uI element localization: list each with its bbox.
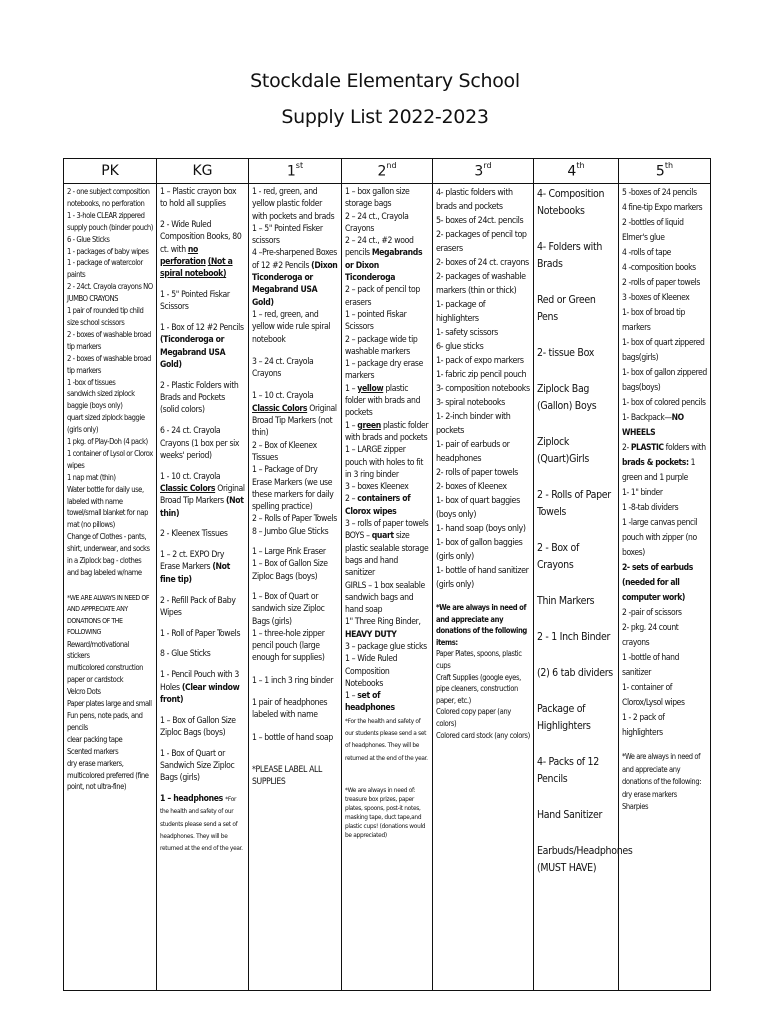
list-item: Ziplock Bag (Gallon) Boys xyxy=(537,383,597,412)
list-item: Change of Clothes - pants, shirt, underwear, and socks in a Ziplock bag - clothes and bag labeled w/name xyxy=(67,532,150,577)
list-item: 1 – yellow plastic folder with brads and pockets xyxy=(345,383,421,419)
list-item: Colored card stock (any colors) xyxy=(436,730,530,740)
list-item: 1 - 10 ct. Crayola Classic Colors Original Broad Tip Markers (Not thin) xyxy=(160,471,245,519)
list-item: 1 - Box of 12 #2 Pencils (Ticonderoga or Megabrand USA Gold) xyxy=(160,323,244,371)
list-item: 1 - 5" Pointed Fiskar Scissors xyxy=(160,290,230,313)
list-item: 2- packages of washable markers (thin or thick) xyxy=(436,272,526,296)
list-item: Package of Highlighters xyxy=(537,703,591,732)
pk-supply-list xyxy=(64,184,157,991)
list-item: 2 – containers of Clorox wipes xyxy=(345,494,411,517)
list-item: 1" Three Ring Binder, HEAVY DUTY xyxy=(345,617,421,640)
list-item: 3 – boxes Kleenex xyxy=(345,482,409,493)
list-item: 2 – pack of pencil top erasers xyxy=(345,285,420,308)
list-item: 2 - Refill Pack of Baby Wipes xyxy=(160,595,236,618)
list-item: 1 nap mat (thin) xyxy=(67,472,116,482)
list-item: 1 – Plastic crayon box to hold all supplies xyxy=(160,187,237,210)
list-item: 2 - Wide Ruled Composition Books, 80 ct. with no perforation (Not a spiral notebook) xyxy=(160,220,242,280)
list-item: 2 - 24ct. Crayola crayons NO JUMBO CRAYONS xyxy=(67,282,153,304)
list-item: 2- pkg. 24 count crayons xyxy=(622,623,679,648)
list-item: 1- bottle of hand sanitizer (girls only) xyxy=(436,566,529,590)
list-item: 2- boxes of Kleenex xyxy=(436,482,507,492)
list-item: Red or Green Pens xyxy=(537,294,596,323)
list-item: 2 - Kleenex Tissues xyxy=(160,529,228,540)
list-item: 6- glue sticks xyxy=(436,342,484,352)
list-item: 5- boxes of 24ct. pencils xyxy=(436,216,524,226)
list-item: 2 - boxes of washable broad tip markers xyxy=(67,353,151,375)
list-item: 1 - Pencil Pouch with 3 Holes (Clear window front) xyxy=(160,670,240,705)
list-item: 1 -bottle of hand sanitizer xyxy=(622,653,680,678)
list-item: 1- box of gallon zippered bags(boys) xyxy=(622,368,707,393)
list-item: sandwich sized ziplock baggie (boys only) xyxy=(67,389,135,411)
list-item: 1- fabric zip pencil pouch xyxy=(436,370,527,380)
school-name-title: Stockdale Elementary School xyxy=(250,70,520,92)
list-item: 4 -composition books xyxy=(622,263,696,273)
list-item: Thin Markers xyxy=(537,595,595,607)
header-1st: 1st xyxy=(249,159,342,184)
list-item: 2 -pair of scissors xyxy=(622,608,682,618)
list-item: Paper plates large and small xyxy=(67,699,152,709)
supply-row xyxy=(64,184,711,991)
list-item: 4 -rolls of tape xyxy=(622,248,671,258)
list-item: Velcro Dots xyxy=(67,687,101,697)
fifth-grade-supply-list xyxy=(619,184,711,991)
list-item: 8 – Jumbo Glue Sticks xyxy=(252,526,329,537)
list-item: *PLEASE LABEL ALL SUPPLIES xyxy=(252,764,322,788)
list-item: 1- 1" binder xyxy=(622,488,663,498)
list-item: (2) 6 tab dividers xyxy=(537,667,613,679)
grade-header-row xyxy=(64,159,711,184)
list-item: Craft Supplies (google eyes, pipe cleaners, construction paper, etc.) xyxy=(436,672,521,705)
donation-note: *We are always in need of: treasure box prizes, paper plates, spoons, post-it notes, masking tape, duct tape,and plastic cups! (donations would be appreciated) xyxy=(345,785,426,839)
list-item: 1 – LARGE zipper pouch with holes to fit in 3 ring binder xyxy=(345,445,424,480)
list-item: GIRLS – 1 box sealable sandwich bags and hand soap xyxy=(345,580,425,616)
list-item: 1 – 2 ct. EXPO Dry Erase Markers (Not fine tip) xyxy=(160,550,230,585)
list-item: 1 - red, green, and yellow plastic folder with pockets and brads xyxy=(252,187,335,222)
list-item: Sharpies xyxy=(622,802,649,811)
list-item: 1- box of gallon baggies (girls only) xyxy=(436,538,523,562)
list-item: 1- pair of earbuds or headphones xyxy=(436,440,510,464)
list-item: 2 - Rolls of Paper Towels xyxy=(537,489,611,518)
list-item: 2 -rolls of paper towels xyxy=(622,278,700,288)
list-item: 4- Packs of 12 Pencils xyxy=(537,756,599,785)
list-item: 1 – Box of Gallon Size Ziploc Bags (boys) xyxy=(252,559,328,582)
list-item: 1- container of Clorox/Lysol wipes xyxy=(622,683,685,708)
list-item: 2 – 24 ct., Crayola Crayons xyxy=(345,211,409,234)
list-item: 2- packages of pencil top erasers xyxy=(436,230,527,254)
list-item: 4- plastic folders with brads and pockets xyxy=(436,188,513,212)
list-item: 3 – rolls of paper towels xyxy=(345,519,429,530)
list-item: 1 – set of headphones *For the health and safety of our students please send a set of headphones. They will be returned at the end of the year. xyxy=(345,691,428,762)
list-item: Hand Sanitizer xyxy=(537,809,603,821)
list-item: 2- sets of earbuds (needed for all computer work) xyxy=(622,563,693,603)
list-item: 1 – headphones *For the health and safety of our students please send a set of headphones. They will be returned at the end of the year. xyxy=(160,794,243,853)
list-item: 1 - Roll of Paper Towels xyxy=(160,628,241,639)
list-item: 1 pair of rounded tip child size school scissors xyxy=(67,306,144,327)
supply-list-title: Supply List 2022-2023 xyxy=(281,106,489,128)
list-item: 6 - 24 ct. Crayola Crayons (1 box per six weeks' period) xyxy=(160,426,240,461)
donation-note: *WE ARE ALWAYS IN NEED OF AND APPRECIATE ANY DONATIONS OF THE FOLLOWING xyxy=(67,593,150,637)
list-item: 1- package of highlighters xyxy=(436,300,486,324)
list-item: 1 – bottle of hand soap xyxy=(252,732,333,743)
list-item: 2 – Rolls of Paper Towels xyxy=(252,514,337,525)
supply-list-table xyxy=(63,158,711,991)
list-item: Paper Plates, spoons, plastic cups xyxy=(436,649,522,670)
list-item: 4 –Pre-sharpened Boxes of 12 #2 Pencils (Dixon Ticonderoga or Megabrand USA Gold) xyxy=(252,248,338,308)
list-item: 1 – 1 inch 3 ring binder xyxy=(252,675,334,686)
list-item: 8 - Glue Sticks xyxy=(160,649,211,660)
list-item: 1 pair of headphones labeled with name xyxy=(252,697,328,721)
list-item: 1 – three-hole zipper pencil pouch (large enough for supplies) xyxy=(252,628,325,664)
list-item: dry erase markers, multicolored preferred (fine point, not ultra-fine) xyxy=(67,758,149,792)
list-item: 1- hand soap (boys only) xyxy=(436,524,526,534)
list-item: multicolored construction paper or cardstock xyxy=(67,663,144,685)
first-grade-supply-list xyxy=(249,184,342,991)
third-grade-supply-list xyxy=(433,184,534,991)
list-item: 1 - 3-hole CLEAR zippered supply pouch (binder pouch) xyxy=(67,210,153,232)
list-item: dry erase markers xyxy=(622,789,677,799)
list-item: 4- Composition Notebooks xyxy=(537,188,605,217)
list-item: 4 fine-tip Expo markers xyxy=(622,203,703,213)
list-item: 1 pkg. of Play-Doh (4 pack) xyxy=(67,437,148,447)
list-item: 6 - Glue Sticks xyxy=(67,234,110,244)
list-item: 2 - Box of Crayons xyxy=(537,542,580,571)
list-item: 1- Backpack—NO WHEELS xyxy=(622,413,684,438)
list-item: 2 - one subject composition notebooks, no perforation xyxy=(67,187,150,208)
list-item: 2 – Box of Kleenex Tissues xyxy=(252,440,317,463)
list-item: 1 – 10 ct. Crayola Classic Colors Original Broad Tip Markers (not thin) xyxy=(252,391,337,439)
header-pk: PK xyxy=(64,159,157,184)
list-item: 1 – pointed Fiskar Scissors xyxy=(345,309,407,333)
list-item: 3 -boxes of Kleenex xyxy=(622,293,690,303)
list-item: 2- tissue Box xyxy=(537,347,595,359)
list-item: 1- box of quart zippered bags(girls) xyxy=(622,338,705,363)
fourth-grade-supply-list xyxy=(534,184,633,991)
list-item: 1 -8-tab dividers xyxy=(622,503,679,513)
list-item: 2 - 1 Inch Binder xyxy=(537,631,611,643)
list-item: 1- box of quart baggies (boys only) xyxy=(436,496,520,520)
list-item: Colored copy paper (any colors) xyxy=(436,707,511,728)
list-item: 1 - package of watercolor paints xyxy=(67,258,143,280)
list-item: 1- safety scissors xyxy=(436,328,498,338)
list-item: 5 -boxes of 24 pencils xyxy=(622,188,697,198)
header-3rd: 3rd xyxy=(433,159,534,184)
list-item: clear packing tape xyxy=(67,734,123,744)
list-item: 3- composition notebooks xyxy=(436,384,530,394)
list-item: Ziplock (Quart)Girls xyxy=(537,436,589,465)
list-item: quart sized ziplock baggie (girls only) xyxy=(67,413,145,435)
list-item: BOYS – quart size plastic sealable storage bags and hand sanitizer xyxy=(345,531,429,579)
list-item: 1 – package dry erase markers xyxy=(345,359,424,382)
donation-note: *We are always in need of and appreciate any donations of the following items: xyxy=(436,603,527,647)
header-kg: KG xyxy=(157,159,249,184)
list-item: 2 - Plastic Folders with Brads and Pockets (solid colors) xyxy=(160,380,239,416)
header-4th: 4th xyxy=(534,159,619,184)
list-item: 2- boxes of 24 ct. crayons xyxy=(436,258,529,268)
list-item: towel/small blanket for nap mat (no pillows) xyxy=(67,508,148,530)
list-item: 1 – Box of Gallon Size Ziploc Bags (boys) xyxy=(160,715,236,738)
list-item: 1 container of Lysol or Clorox wipes xyxy=(67,448,153,470)
list-item: 3- spiral notebooks xyxy=(436,398,505,408)
list-item: 1 - Box of Quart or Sandwich Size Ziploc Bags (girls) xyxy=(160,748,235,784)
donation-note: *We are always in need of and appreciate any donations of the following: xyxy=(622,752,702,786)
list-item: 3 – package glue sticks xyxy=(345,641,427,652)
list-item: 1 – Package of Dry Erase Markers (we use these markers for daily spelling practice) xyxy=(252,465,334,513)
list-item: 1 – Box of Quart or sandwich size Ziploc Bags (girls) xyxy=(252,591,325,627)
list-item: 2 - boxes of washable broad tip markers xyxy=(67,329,151,351)
list-item: 1 – green plastic folder with brads and pockets xyxy=(345,420,429,443)
list-item: 1- box of broad tip markers xyxy=(622,308,685,333)
list-item: 1 – 5" Pointed Fisker scissors xyxy=(252,223,323,247)
list-item: 1- box of colored pencils xyxy=(622,398,706,408)
list-item: 1 – Wide Ruled Composition Notebooks xyxy=(345,654,398,689)
list-item: 1 – red, green, and yellow wide rule spiral notebook xyxy=(252,309,331,345)
list-item: 1 – box gallon size storage bags xyxy=(345,187,410,210)
list-item: 4- Folders with Brads xyxy=(537,241,603,270)
list-item: Water bottle for daily use, labeled with name xyxy=(67,484,144,506)
header-5th: 5th xyxy=(619,159,711,184)
list-item: 1- 2-inch binder with pockets xyxy=(436,412,511,436)
list-item: 2 – 24 ct., #2 wood pencils Megabrands or Dixon Ticonderoga xyxy=(345,236,423,284)
list-item: 1 – Large Pink Eraser xyxy=(252,547,326,558)
list-item: 1- pack of expo markers xyxy=(436,356,524,366)
list-item: Scented markers xyxy=(67,746,119,756)
header-2nd: 2nd xyxy=(342,159,433,184)
kg-supply-list xyxy=(157,184,249,991)
second-grade-supply-list xyxy=(342,184,433,991)
list-item: 1 - packages of baby wipes xyxy=(67,246,149,256)
list-item: Fun pens, note pads, and pencils xyxy=(67,710,143,732)
list-item: 1 -large canvas pencil pouch with zipper (no boxes) xyxy=(622,518,698,558)
list-item: 2- PLASTIC folders with brads & pockets: 1 green and 1 purple xyxy=(622,443,706,483)
list-item: 2 -bottles of liquid Elmer's glue xyxy=(622,218,684,243)
list-item: 3 – 24 ct. Crayola Crayons xyxy=(252,356,314,380)
list-item: Reward/motivational stickers xyxy=(67,639,129,661)
list-item: 2 – package wide tip washable markers xyxy=(345,334,418,357)
list-item: Earbuds/Headphones (MUST HAVE) xyxy=(537,845,633,874)
list-item: 1 - 2 pack of highlighters xyxy=(622,713,665,738)
list-item: 2- rolls of paper towels xyxy=(436,468,518,478)
list-item: 1 -box of tissues xyxy=(67,377,116,387)
